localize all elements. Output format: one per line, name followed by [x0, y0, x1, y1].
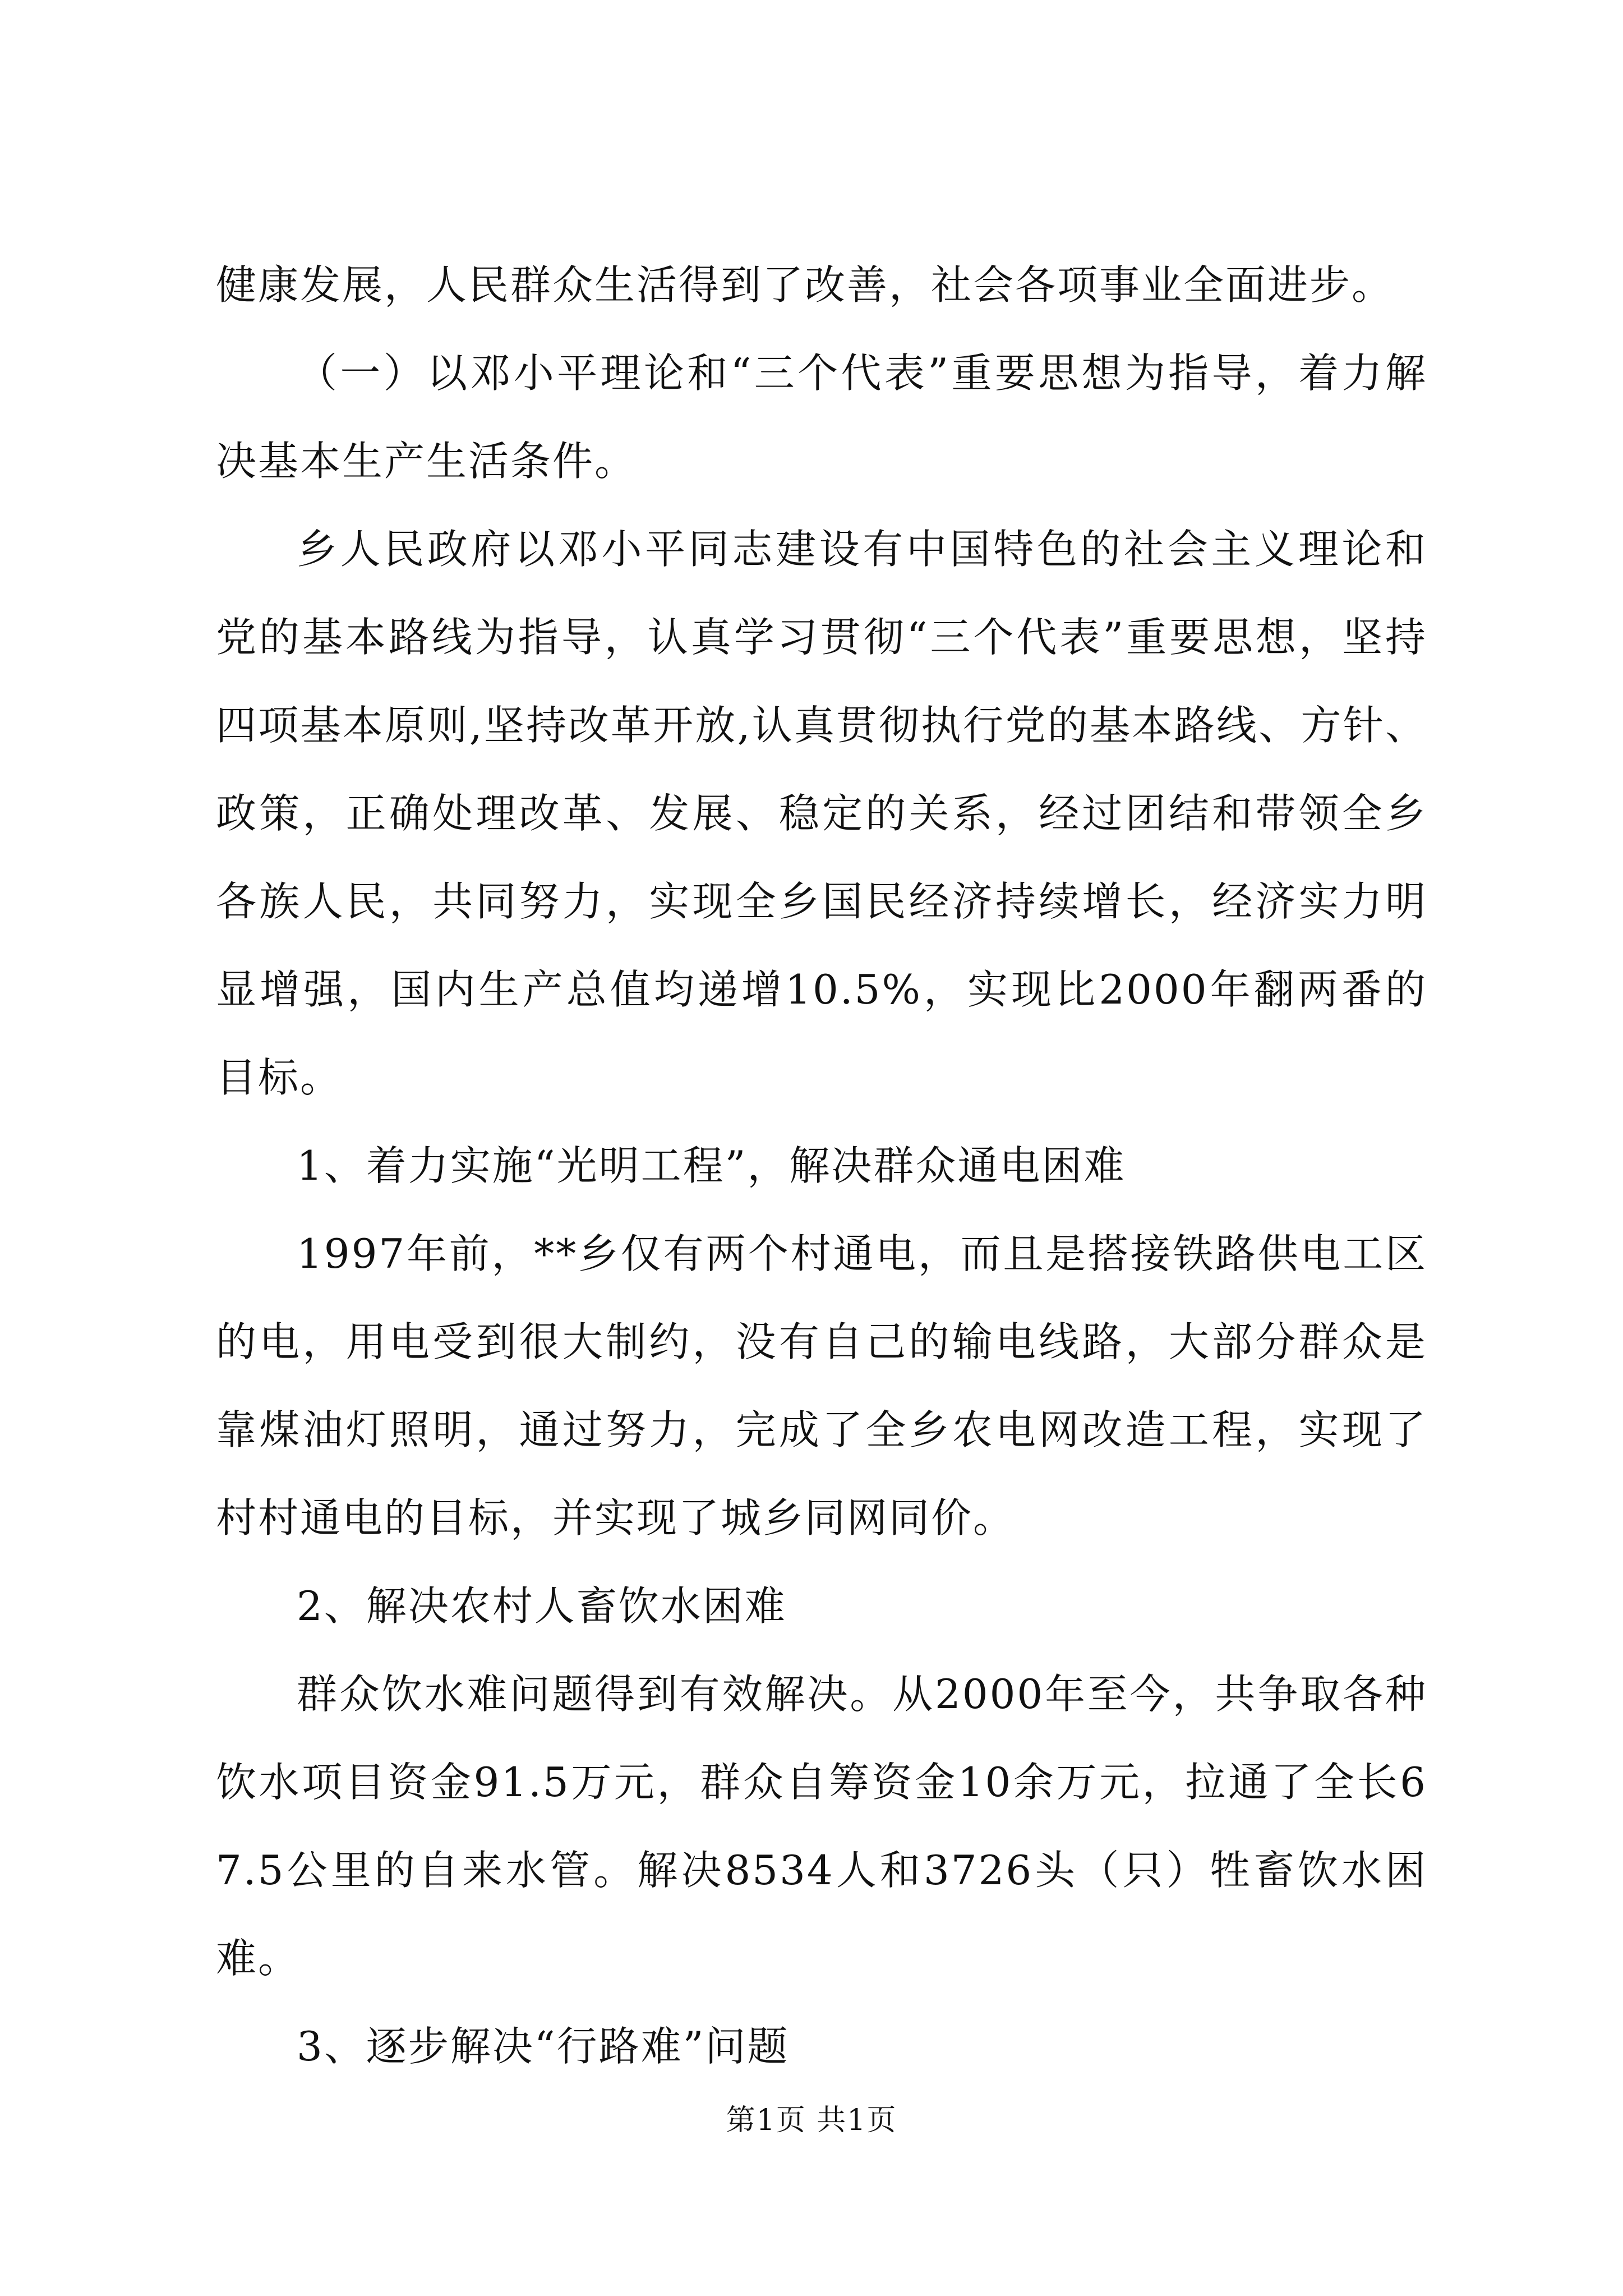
subheading-electricity: 1、着力实施“光明工程”，解决群众通电困难: [297, 1142, 1126, 1189]
page-number-footer: 第1页 共1页: [726, 2104, 897, 2137]
section-heading-1: （一）以邓小平理论和“三个代表”重要思想为指导，着力解决基本生产生活条件。: [216, 349, 1427, 485]
paragraph-water: 群众饮水难问题得到有效解决。从2000年至今，共争取各种饮水项目资金91.5万元，群众自筹资金10余万元，拉通了全长67.5公里的自来水管。解决8534人和3726头（只）牲畜饮水困难。: [216, 1671, 1427, 1982]
paragraph-guidance: 乡人民政府以邓小平同志建设有中国特色的社会主义理论和党的基本路线为指导，认真学习贯彻“三个代表”重要思想，坚持四项基本原则,坚持改革开放,认真贯彻执行党的基本路线、方针、政策，正确处理改革、发展、稳定的关系，经过团结和带领全乡各族人民，共同努力，实现全乡国民经济持续增长，经济实力明显增强，国内生产总值均递增10.5%，实现比2000年翻两番的目标。: [216, 526, 1427, 1101]
subheading-roads: 3、逐步解决“行路难”问题: [297, 2023, 790, 2070]
paragraph-electricity: 1997年前，**乡仅有两个村通电，而且是搭接铁路供电工区的电，用电受到很大制约，没有自己的输电线路，大部分群众是靠煤油灯照明，通过努力，完成了全乡农电网改造工程，实现了村村通电的目标，并实现了城乡同网同价。: [216, 1230, 1427, 1542]
document-body: [216, 241, 1427, 2091]
subheading-water: 2、解决农村人畜饮水困难: [297, 1582, 787, 1630]
paragraph-continuation: 健康发展，人民群众生活得到了改善，社会各项事业全面进步。: [216, 261, 1394, 309]
